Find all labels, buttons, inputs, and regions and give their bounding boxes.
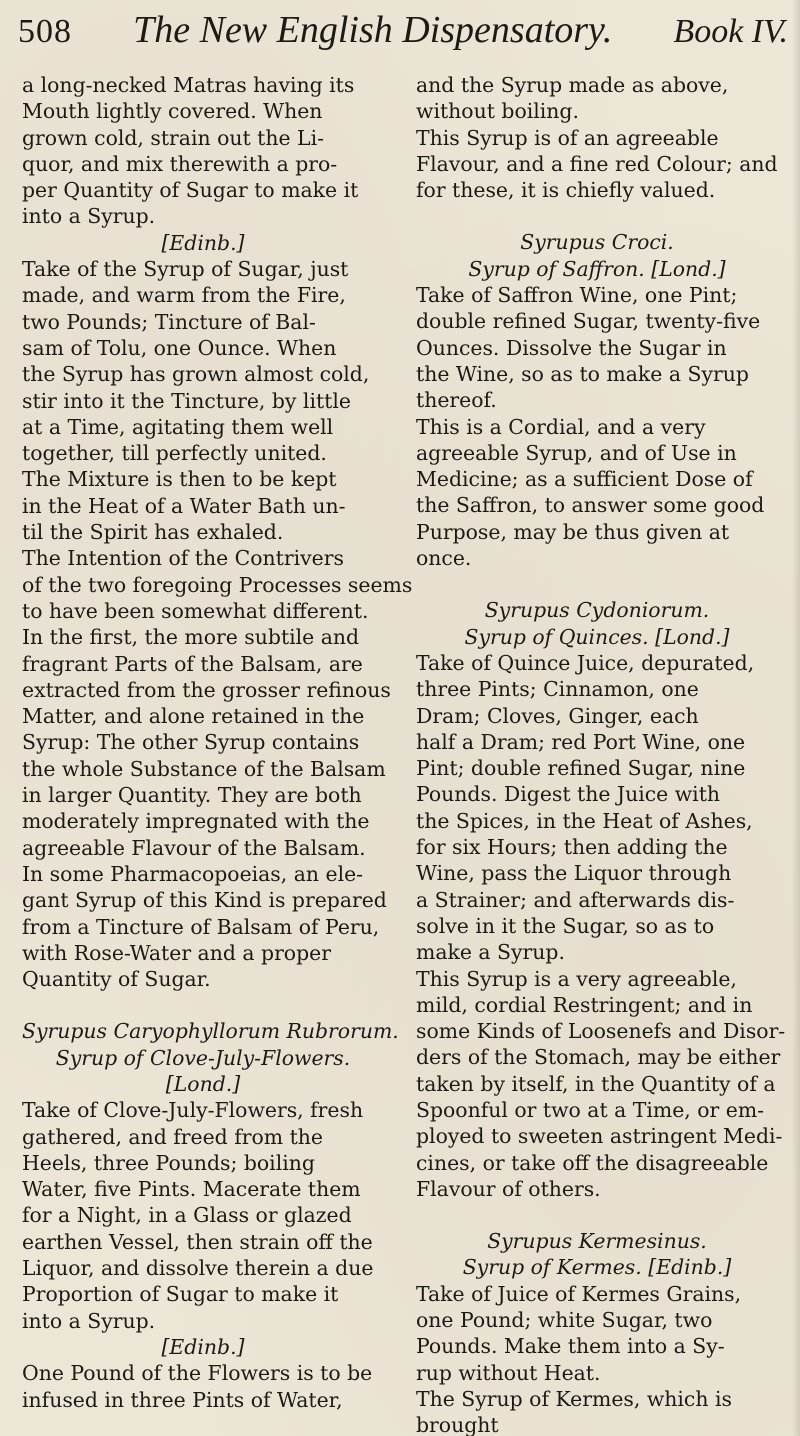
text-line: without boiling. [416,99,579,124]
text-line: into a Syrup. [22,204,156,229]
text-line: ployed to sweeten astringent Medi- [416,1124,783,1149]
running-head [18,8,788,68]
text-line: In the first, the more subtile and [22,625,360,650]
section-gap [416,1202,778,1228]
text-line: fragrant Parts of the Balsam, are [22,651,363,676]
text-line: Take of Juice of Kermes Grains, [416,1281,742,1306]
text-line: some Kinds of Loosenefs and Disor- [416,1019,786,1044]
text-line: three Pints; Cinnamon, one [416,677,699,702]
text-line: Ounces. Dissolve the Sugar in [416,335,727,360]
text-line: stir into it the Tincture, by little [22,388,351,413]
text-line: cines, or take off the disagreeable [416,1150,769,1175]
text-line: The Mixture is then to be kept [22,467,337,492]
text-line: Syrup of Quinces. [Lond.] [464,624,730,649]
section-gap [22,992,384,1018]
text-line: grown cold, strain out the Li- [22,125,324,150]
text-line: gant Syrup of this Kind is prepared [22,888,387,913]
text-line: Spoonful or two at a Time, or em- [416,1097,765,1122]
text-line: the Saffron, to answer some good [416,493,765,518]
text-line: Matter, and alone retained in the [22,704,365,729]
text-line: agreeable Flavour of the Balsam. [22,835,366,860]
page-edge-shadow [792,0,800,1436]
text-line: Medicine; as a sufficient Dose of [416,467,753,492]
text-line: the whole Substance of the Balsam [22,756,386,781]
text-line: thereof. [416,388,497,413]
text-line: Syrup of Kermes. [Edinb.] [462,1255,732,1280]
text-line: and the Syrup made as above, [416,73,729,97]
text-line: [Edinb.] [161,1334,245,1359]
text-line: The Syrup of Kermes, which is [416,1386,732,1411]
text-line: Water, five Pints. Macerate them [22,1177,361,1202]
section-gap [416,571,778,597]
text-line: Syrupus Caryophyllorum Rubrorum. [22,1019,399,1044]
text-line: two Pounds; Tincture of Bal- [22,309,316,334]
running-title: The New English Dispensatory. [133,9,613,51]
text-line: Take of Saffron Wine, one Pint; [416,283,738,308]
text-line: half a Dram; red Port Wine, one [416,729,746,754]
text-line: Pint; double refined Sugar, nine [416,756,746,781]
text-line: Proportion of Sugar to make it [22,1282,339,1307]
text-line: In some Pharmacopoeias, an ele- [22,861,364,886]
text-line: Syrupus Kermesinus. [487,1229,707,1254]
text-line: Pounds. Digest the Juice with [416,782,721,807]
text-line: This Syrup is of an agreeable [416,125,719,150]
text-line: ders of the Stomach, may be either [416,1045,781,1070]
text-line: the Spices, in the Heat of Ashes, [416,808,753,833]
text-line: taken by itself, in the Quantity of a [416,1071,776,1096]
text-line: double refined Sugar, twenty-five [416,309,761,334]
text-line: per Quantity of Sugar to make it [22,178,359,203]
text-line: quor, and mix therewith a pro- [22,151,338,176]
text-line: sam of Tolu, one Ounce. When [22,335,337,360]
text-line: agreeable Syrup, and of Use in [416,440,737,465]
text-line: brought [416,1413,499,1436]
text-line: one Pound; white Sugar, two [416,1308,713,1333]
text-line: Heels, three Pounds; boiling [22,1150,315,1175]
text-line: Syrup of Clove-July-Flowers. [55,1045,351,1070]
text-line: infused in three Pints of Water, [22,1387,343,1412]
text-line: together, till perfectly united. [22,441,327,466]
text-line: made, and warm from the Fire, [22,283,346,308]
text-line: Syrupus Croci. [520,230,674,255]
text-line: Purpose, may be thus given at [416,519,730,544]
text-line: Take of Clove-July-Flowers, fresh [22,1098,364,1123]
right-column [416,72,786,1436]
text-line: mild, cordial Restringent; and in [416,992,753,1017]
text-line: make a Syrup. [416,940,565,965]
text-line: to have been somewhat different. [22,598,369,623]
text-line: Syrupus Cydoniorum. [484,598,710,623]
text-line: a long-necked Matras having its [22,73,355,97]
text-line: the Wine, so as to make a Syrup [416,361,749,386]
text-line: Take of Quince Juice, depurated, [416,650,755,675]
text-line: rup without Heat. [416,1360,601,1385]
text-line: for these, it is chiefly valued. [416,178,716,203]
text-line: Quantity of Sugar. [22,967,211,992]
page-number: 508 [18,13,72,50]
text-line: in the Heat of a Water Bath un- [22,493,346,518]
text-line: This is a Cordial, and a very [416,414,706,439]
text-line: Flavour, and a fine red Colour; and [416,151,778,176]
text-line: for a Night, in a Glass or glazed [22,1203,352,1228]
text-line: The Intention of the Contrivers [22,546,344,571]
text-line: Take of the Syrup of Sugar, just [22,257,349,282]
text-line: solve in it the Sugar, so as to [416,913,715,938]
text-line: moderately impregnated with the [22,809,370,834]
text-line: This Syrup is a very agreeable, [416,966,737,991]
text-line: Mouth lightly covered. When [22,99,323,124]
text-line: earthen Vessel, then strain off the [22,1229,373,1254]
text-line: Syrup: The other Syrup contains [22,730,360,755]
text-line: Dram; Cloves, Ginger, each [416,703,699,728]
book-label: Book IV. [673,13,788,50]
text-line: extracted from the grosser refinous [22,677,391,702]
text-line: [Edinb.] [161,230,245,255]
text-line: in larger Quantity. They are both [22,783,362,808]
text-line: Liquor, and dissolve therein a due [22,1256,374,1281]
text-line: One Pound of the Flowers is to be [22,1361,373,1386]
text-line: once. [416,546,472,571]
left-column [22,72,413,1413]
text-line: Pounds. Make them into a Sy- [416,1334,725,1359]
text-line: Wine, pass the Liquor through [416,861,732,886]
text-line: at a Time, agitating them well [22,414,334,439]
section-gap [416,203,778,229]
text-line: Syrup of Saffron. [Lond.] [468,256,726,281]
text-line: a Strainer; and afterwards dis- [416,887,735,912]
text-line: of the two foregoing Processes seems [22,572,413,597]
text-line: into a Syrup. [22,1308,156,1333]
text-line: with Rose-Water and a proper [22,940,331,965]
text-line: from a Tincture of Balsam of Peru, [22,914,380,939]
text-line: til the Spirit has exhaled. [22,520,284,545]
text-line: the Syrup has grown almost cold, [22,362,370,387]
text-line: for six Hours; then adding the [416,835,728,860]
text-line: [Lond.] [165,1071,241,1096]
text-line: Flavour of others. [416,1176,601,1201]
text-line: gathered, and freed from the [22,1124,324,1149]
